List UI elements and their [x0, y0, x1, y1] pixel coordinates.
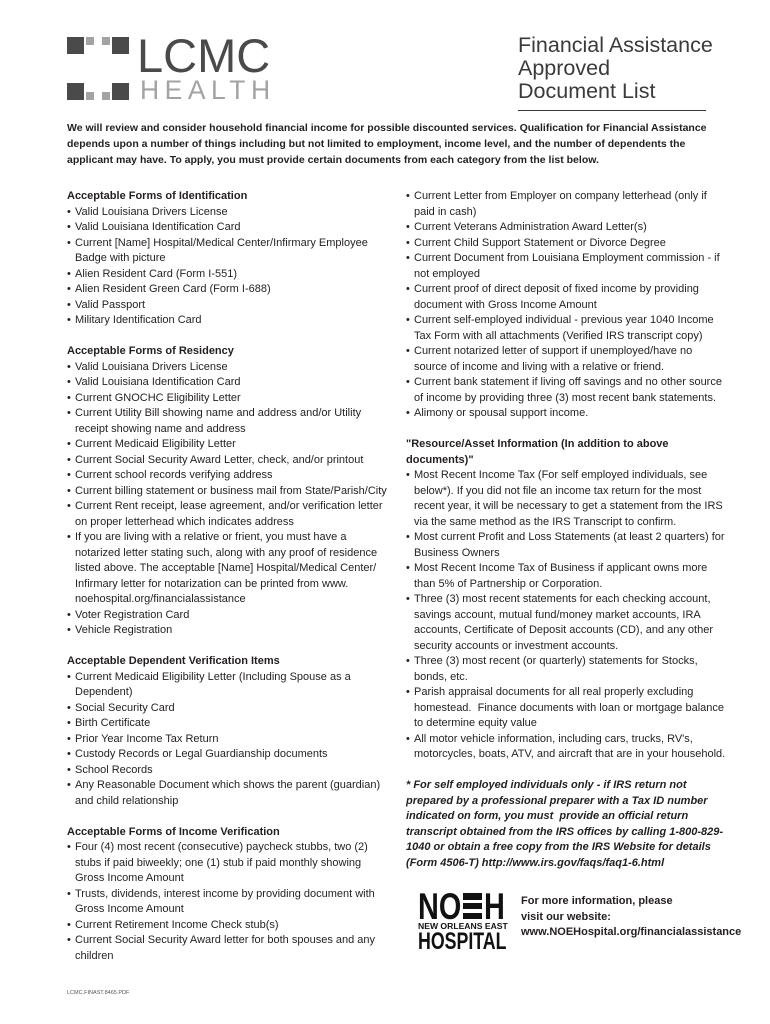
- list-item: [67, 499, 397, 530]
- list-item-line: Current Letter from Employer on company letterhead (only if: [414, 190, 707, 202]
- list-item: [67, 623, 397, 639]
- noeh-logo-letter-h: H: [484, 886, 505, 927]
- list-section: [67, 654, 397, 809]
- contact-line: www.NOEHospital.org/financialassistance: [521, 926, 742, 938]
- document-title-line: Document List: [518, 79, 656, 103]
- list-item-line: document with Gross Income Amount: [414, 298, 597, 311]
- bullet-icon: •: [406, 190, 410, 202]
- bullet-icon: •: [67, 205, 71, 218]
- document-title: [518, 34, 713, 103]
- bullet-icon: •: [67, 887, 71, 900]
- list-item-line: Current Document from Louisiana Employment commission - if: [414, 252, 720, 264]
- list-item: [406, 236, 761, 252]
- list-item-line: and child relationship: [75, 794, 179, 807]
- list-item-line: notarized letter stating such, along with any proof of residence: [75, 546, 378, 559]
- list-item-line: Business Owners: [414, 546, 500, 559]
- bullet-icon: •: [67, 283, 71, 295]
- right-column: [406, 189, 761, 871]
- list-item: [67, 220, 397, 236]
- list-item-line: Alimony or spousal support income.: [414, 407, 589, 419]
- bullet-icon: •: [67, 500, 71, 512]
- list-item-line: listed above. The acceptable [Name] Hospital/Medical Center/: [75, 562, 377, 574]
- bullet-icon: •: [67, 221, 71, 233]
- noeh-hospital-logo: [418, 886, 510, 955]
- bullet-icon: •: [406, 345, 410, 357]
- list-item: [67, 933, 397, 964]
- list-item: [67, 453, 397, 469]
- list-item-line: Current Veterans Administration Award Letter(s): [414, 221, 647, 233]
- list-item-line: Prior Year Income Tax Return: [75, 732, 219, 745]
- list-item-line: Trusts, dividends, interest income by providing document with: [75, 887, 375, 900]
- list-item-line: of income by providing three (3) most recent bank statements.: [414, 391, 717, 404]
- section-heading: Acceptable Forms of Income Verification: [67, 825, 280, 838]
- list-item-line: Any Reasonable Document which shows the parent (guardian): [75, 779, 381, 791]
- bullet-icon: •: [67, 267, 71, 280]
- bullet-icon: •: [67, 469, 71, 481]
- bullet-icon: •: [67, 391, 71, 404]
- list-item: [67, 375, 397, 391]
- list-item-line: Infirmary letter for notarization can be printed from www.: [75, 577, 349, 590]
- list-item: [67, 313, 397, 329]
- list-item: [67, 406, 397, 437]
- list-item-line: homestead. Finance documents with loan or mortgage balance: [414, 701, 725, 714]
- document-title-line: Financial Assistance: [518, 33, 713, 57]
- list-item: [67, 716, 397, 732]
- list-item: [406, 375, 761, 406]
- bullet-icon: •: [67, 298, 71, 311]
- list-item-line: Gross Income Amount: [75, 903, 184, 915]
- list-item-line: than 5% of Partnership or Corporation.: [414, 577, 603, 590]
- list-item-line: Current Medicaid Eligibility Letter: [75, 438, 236, 450]
- list-item-line: Social Security Card: [75, 701, 175, 714]
- list-item: [406, 344, 761, 375]
- list-item-line: Current proof of direct deposit of fixed income by providing: [414, 283, 699, 295]
- noeh-logo-name: HOSPITAL: [418, 928, 507, 955]
- list-section: [406, 437, 761, 763]
- list-item-line: Badge with picture: [75, 252, 166, 264]
- list-item-line: Valid Louisiana Drivers License: [75, 205, 228, 218]
- contact-info: [521, 894, 741, 941]
- list-item-line: Three (3) most recent (or quarterly) statements for Stocks,: [414, 655, 698, 667]
- list-item-line: Dependent): [75, 686, 133, 698]
- list-item-line: Alien Resident Green Card (Form I-688): [75, 283, 271, 295]
- bullet-icon: •: [406, 655, 410, 667]
- lcmc-logo-mark-icon: [67, 37, 129, 101]
- list-item: [67, 437, 397, 453]
- noeh-logo-letters-no: NO: [418, 886, 462, 927]
- bullet-icon: •: [406, 407, 410, 419]
- list-item-line: Birth Certificate: [75, 717, 151, 729]
- note-line: transcript obtained from the IRS offices by calling 1-800-829-: [406, 825, 724, 838]
- list-item-line: Valid Louisiana Drivers License: [75, 360, 228, 373]
- bullet-icon: •: [406, 283, 410, 295]
- list-item: [67, 530, 397, 608]
- list-item: [406, 406, 761, 422]
- list-item-line: Current Social Security Award letter for both spouses and any: [75, 934, 376, 946]
- list-item-line: Current school records verifying address: [75, 469, 273, 481]
- section-heading: Acceptable Forms of Residency: [67, 345, 234, 357]
- list-item: [67, 732, 397, 748]
- bullet-icon: •: [406, 376, 410, 388]
- list-item-line: Military Identification Card: [75, 314, 202, 326]
- list-item: [67, 840, 397, 887]
- document-title-line: Approved: [518, 56, 611, 80]
- list-item-line: recent year, it will be necessary to get a statement from the IRS: [414, 500, 723, 512]
- list-item: [67, 468, 397, 484]
- note-line: prepared by a professional preparer with a Tax ID number: [406, 794, 708, 807]
- list-item-line: Valid Passport: [75, 298, 146, 311]
- list-item: [406, 592, 761, 654]
- list-section: [67, 825, 397, 965]
- list-item-line: Current billing statement or business mail from State/Parish/City: [75, 484, 387, 497]
- list-item-line: below*). If you did not file an income tax return for the most: [414, 484, 702, 497]
- lcmc-logo-subtitle: HEALTH: [140, 75, 276, 105]
- list-item: [406, 313, 761, 344]
- bullet-icon: •: [67, 531, 71, 543]
- list-item-line: security accounts or investment accounts.: [414, 639, 619, 652]
- section-heading: documents)": [406, 453, 474, 466]
- list-item-line: motorcycles, boats, ATV, and aircraft that are in your household.: [414, 748, 726, 760]
- list-item-line: Current self-employed individual - previous year 1040 Income: [414, 314, 714, 326]
- bullet-icon: •: [406, 221, 410, 233]
- list-item: [67, 747, 397, 763]
- bullet-icon: •: [406, 562, 410, 574]
- bullet-icon: •: [67, 748, 71, 760]
- bullet-icon: •: [67, 314, 71, 326]
- list-item: [67, 778, 397, 809]
- list-item-line: Valid Louisiana Identification Card: [75, 376, 241, 388]
- list-item: [406, 561, 761, 592]
- footer-document-code: LCMC.FINAST.8465.PDF: [67, 990, 130, 996]
- noeh-logo-e-bars-icon: [463, 893, 482, 919]
- list-item: [67, 282, 397, 298]
- list-section: [406, 189, 761, 422]
- list-item-line: on proper letterhead which indicates address: [75, 515, 294, 528]
- left-sections: [67, 189, 397, 964]
- list-item-line: Most Recent Income Tax (For self employed individuals, see: [414, 469, 708, 481]
- list-item-line: Current Utility Bill showing name and address and/or Utility: [75, 407, 362, 419]
- note-line: indicated on form, you must provide an official return: [406, 810, 689, 822]
- list-item: [406, 732, 761, 763]
- list-item-line: accounts, Certificate of Deposit accounts (CD), and any other: [414, 624, 713, 636]
- lcmc-logo-wordmark: LCMC: [137, 29, 271, 82]
- list-item-line: Parish appraisal documents for all real properly excluding: [414, 686, 694, 698]
- list-item-line: Most current Profit and Loss Statements (at least 2 quarters) for: [414, 531, 725, 543]
- list-item-line: Current notarized letter of support if unemployed/have no: [414, 345, 693, 357]
- bullet-icon: •: [67, 934, 71, 946]
- contact-line: visit our website:: [521, 910, 611, 923]
- title-divider: [518, 110, 706, 111]
- bullet-icon: •: [406, 252, 410, 264]
- list-item-line: Current GNOCHC Eligibility Letter: [75, 391, 241, 404]
- bullet-icon: •: [406, 314, 410, 326]
- list-item: [67, 670, 397, 701]
- list-item-line: Current [Name] Hospital/Medical Center/Infirmary Employee: [75, 236, 368, 249]
- list-item-line: Custody Records or Legal Guardianship documents: [75, 748, 328, 760]
- noeh-logo-tagline: NEW ORLEANS EAST: [418, 921, 508, 931]
- list-item: [67, 391, 397, 407]
- list-item-line: savings account, mutual fund/money market accounts, IRA: [414, 608, 701, 621]
- bullet-icon: •: [67, 717, 71, 729]
- bullet-icon: •: [67, 670, 71, 683]
- bullet-icon: •: [67, 376, 71, 388]
- list-item-line: School Records: [75, 763, 153, 776]
- bullet-icon: •: [406, 686, 410, 698]
- list-item-line: If you are living with a relative or frient, you must have a: [75, 531, 347, 543]
- list-item-line: bonds, etc.: [414, 670, 468, 683]
- list-item: [67, 763, 397, 779]
- left-column: [67, 189, 397, 964]
- bullet-icon: •: [67, 732, 71, 745]
- bullet-icon: •: [406, 531, 410, 543]
- intro-line: We will review and consider household financial income for possible discounted services. Qualification for Financial Assistance: [67, 122, 707, 134]
- section-heading: Acceptable Dependent Verification Items: [67, 655, 280, 667]
- list-item: [67, 701, 397, 717]
- section-heading: "Resource/Asset Information (In addition to above: [406, 438, 669, 450]
- list-item-line: paid in cash): [414, 205, 477, 218]
- list-item-line: Current bank statement if living off savings and no other source: [414, 376, 722, 388]
- list-item: [406, 530, 761, 561]
- list-item: [67, 887, 397, 918]
- list-item-line: Current Rent receipt, lease agreement, and/or verification letter: [75, 500, 383, 512]
- list-item-line: children: [75, 949, 114, 962]
- bullet-icon: •: [67, 918, 71, 931]
- list-item-line: Most Recent Income Tax of Business if applicant owns more: [414, 562, 708, 574]
- section-heading: Acceptable Forms of Identification: [67, 190, 248, 202]
- bullet-icon: •: [67, 841, 71, 853]
- list-item: [406, 251, 761, 282]
- list-item-line: source of income and living with a relative or friend.: [414, 360, 665, 373]
- bullet-icon: •: [406, 732, 410, 745]
- list-item-line: Voter Registration Card: [75, 608, 190, 621]
- bullet-icon: •: [67, 779, 71, 791]
- list-item-line: Tax Form with all attachments (Verified IRS transcript copy): [414, 329, 703, 342]
- bullet-icon: •: [406, 593, 410, 605]
- note-line: (Form 4506-T) http://www.irs.gov/faqs/faq1-6.html: [406, 856, 665, 869]
- bullet-icon: •: [67, 438, 71, 450]
- list-item-line: noehospital.org/financialassistance: [75, 593, 246, 605]
- list-item-line: Three (3) most recent statements for each checking account,: [414, 593, 711, 605]
- list-item-line: Valid Louisiana Identification Card: [75, 221, 241, 233]
- list-item-line: not employed: [414, 267, 481, 280]
- bullet-icon: •: [67, 360, 71, 373]
- list-item-line: Vehicle Registration: [75, 624, 173, 636]
- list-item: [67, 267, 397, 283]
- list-section: [67, 189, 397, 329]
- list-item: [406, 468, 761, 530]
- list-item-line: Current Medicaid Eligibility Letter (Including Spouse as a: [75, 670, 351, 683]
- list-section: [67, 344, 397, 639]
- list-item: [67, 205, 397, 221]
- bullet-icon: •: [67, 701, 71, 714]
- bullet-icon: •: [67, 763, 71, 776]
- list-item-line: Current Child Support Statement or Divorce Degree: [414, 236, 666, 249]
- list-item-line: to determine equity value: [414, 717, 537, 729]
- bullet-icon: •: [406, 236, 410, 249]
- intro-line: applicant may have. To apply, you must provide certain documents from each category from the list below.: [67, 154, 599, 166]
- intro-line: depends upon a number of things including but not limited to employment, income level, and the number of dependents the: [67, 138, 686, 150]
- list-item-line: via the same method as the IRS Transcript to confirm.: [414, 515, 677, 528]
- list-item-line: Gross Income Amount: [75, 872, 184, 884]
- right-sections: [406, 189, 761, 763]
- bullet-icon: •: [67, 624, 71, 636]
- bullet-icon: •: [67, 484, 71, 497]
- note-line: * For self employed individuals only - if IRS return not: [406, 779, 687, 791]
- self-employed-note: [406, 778, 761, 871]
- contact-line: For more information, please: [521, 895, 673, 907]
- list-item: [67, 918, 397, 934]
- list-item-line: Current Social Security Award Letter, check, and/or printout: [75, 453, 364, 466]
- bullet-icon: •: [406, 469, 410, 481]
- list-item: [67, 608, 397, 624]
- list-item: [67, 360, 397, 376]
- list-item-line: Alien Resident Card (Form I-551): [75, 267, 238, 280]
- list-item-line: All motor vehicle information, including cars, trucks, RV's,: [414, 732, 693, 745]
- bullet-icon: •: [67, 608, 71, 621]
- intro-paragraph: [67, 120, 707, 168]
- note-line: 1040 or obtain a free copy from the IRS Website for details: [406, 841, 711, 853]
- list-item-line: stubs if paid biweekly; one (1) stub if paid monthly showing: [75, 856, 362, 869]
- bullet-icon: •: [67, 236, 71, 249]
- bullet-icon: •: [67, 407, 71, 419]
- list-item-line: Four (4) most recent (consecutive) paycheck stubbs, two (2): [75, 841, 368, 853]
- list-item: [67, 236, 397, 267]
- list-item: [406, 685, 761, 732]
- list-item-line: Current Retirement Income Check stub(s): [75, 918, 279, 931]
- list-item: [406, 189, 761, 220]
- list-item: [67, 484, 397, 500]
- list-item: [406, 282, 761, 313]
- list-item-line: receipt showing name and address: [75, 422, 246, 435]
- list-item: [67, 298, 397, 314]
- list-item: [406, 220, 761, 236]
- list-item: [406, 654, 761, 685]
- bullet-icon: •: [67, 453, 71, 466]
